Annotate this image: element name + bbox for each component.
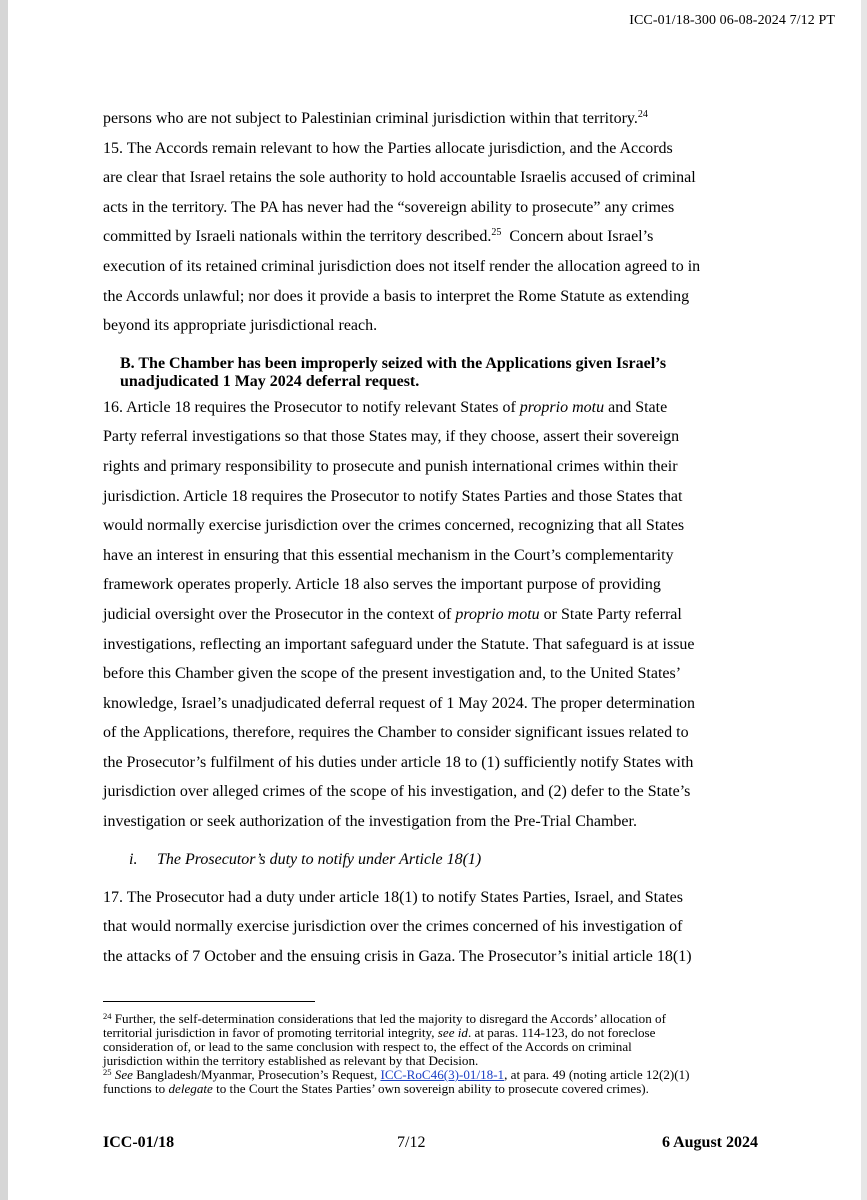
text-line: the Prosecutor’s fulfilment of his duties under article 18 to (1) sufficiently notify States with (103, 753, 694, 771)
subsection-heading-i: i. The Prosecutor’s duty to notify under Article 18(1) (129, 850, 482, 868)
footer-page-number: 7/12 (397, 1134, 426, 1151)
text-line: Party referral investigations so that those States may, if they choose, assert their sovereign (103, 428, 680, 446)
footnote-ref-25[interactable]: 25 (491, 227, 502, 239)
document-link[interactable]: ICC-RoC46(3)-01/18-1 (380, 1067, 505, 1082)
text-line: that would normally exercise jurisdiction over the crimes concerned of his investigation of (103, 918, 683, 936)
text-line: the Accords unlawful; nor does it provide a basis to interpret the Rome Statute as extending (103, 287, 690, 305)
text-line: of the Applications, therefore, requires the Chamber to consider significant issues related to (103, 724, 689, 742)
document-body (103, 104, 764, 971)
section-heading-b-continued: unadjudicated 1 May 2024 deferral request. (120, 372, 420, 390)
text-line: are clear that Israel retains the sole authority to hold accountable Israelis accused of criminal (103, 169, 696, 187)
footnotes (103, 1012, 767, 1096)
text-line: have an interest in ensuring that this essential mechanism in the Court’s complementarity (103, 546, 674, 564)
paragraph-continuation: persons who are not subject to Palestinian criminal jurisdiction within that territory.$^{24}$ (103, 109, 648, 127)
paragraph-17 (103, 883, 764, 972)
page-footer (103, 1134, 758, 1156)
footnote-24: $^{24}$ Further, the self-determination considerations that led the majority to disregard the Accords’ allocation of territorial jurisdiction in favor of promoting territorial integrity, see id. at paras. 114-123, do not foreclose consideration of, or lead to the same conclusion with respect to, the effect of the Accords on criminal jurisdiction within the territory established as relevant by that Decision. (103, 1011, 666, 1068)
text-line: execution of its retained criminal jurisdiction does not itself render the allocation agreed to in (103, 257, 701, 275)
text-line: committed by Israeli nationals within the territory described.$^{25}$ Concern about Israel’s (103, 227, 654, 246)
footnote-25: $^{25}$ See Bangladesh/Myanmar, Prosecution’s Request, ICC-RoC46(3)-01/18-1, at para. 49 (noting article 12(2)(1) functions to delegate to the Court the States Parties’ own sovereign ability to prosecute covered crimes). (103, 1067, 690, 1096)
footnote-ref-24[interactable]: 24 (637, 109, 648, 120)
footnote-separator (103, 1001, 315, 1002)
text-line: 15. The Accords remain relevant to how the Parties allocate jurisdiction, and the Accords (103, 139, 673, 157)
footer-case-number: ICC-01/18 (103, 1134, 175, 1151)
page-frame-right (861, 0, 867, 1200)
paragraph-15 (103, 134, 764, 341)
text-line: investigations, reflecting an important safeguard under the Statute. That safeguard is at issue (103, 635, 695, 653)
header-stamp: ICC-01/18-300 06-08-2024 7/12 PT (629, 13, 835, 28)
text-line: 17. The Prosecutor had a duty under article 18(1) to notify States Parties, Israel, and States (103, 888, 683, 906)
text-line: jurisdiction over alleged crimes of the scope of his investigation, and (2) defer to the State’s (103, 783, 691, 801)
text-line: knowledge, Israel’s unadjudicated deferral request of 1 May 2024. The proper determination (103, 694, 695, 712)
text-line: framework operates properly. Article 18 also serves the important purpose of providing (103, 576, 661, 594)
text-line: the attacks of 7 October and the ensuing crisis in Gaza. The Prosecutor’s initial article 18(1) (103, 947, 692, 965)
text-line: jurisdiction. Article 18 requires the Prosecutor to notify States Parties and those States that (103, 487, 683, 505)
paragraph-16 (103, 393, 764, 837)
footer-date: 6 August 2024 (661, 1134, 758, 1151)
text-line: before this Chamber given the scope of the present investigation and, to the United States’ (103, 665, 682, 683)
text-line: rights and primary responsibility to prosecute and punish international crimes within their (103, 457, 678, 475)
text-line: 16. Article 18 requires the Prosecutor to notify relevant States of proprio motu and State (103, 398, 668, 416)
page-frame-left (0, 0, 8, 1200)
section-heading-b: B. The Chamber has been improperly seized with the Applications given Israel’s (120, 354, 667, 372)
text-line: investigation or seek authorization of the investigation from the Pre-Trial Chamber. (103, 813, 637, 831)
text-line: beyond its appropriate jurisdictional reach. (103, 317, 378, 335)
text-line: acts in the territory. The PA has never had the “sovereign ability to prosecute” any crimes (103, 198, 675, 216)
text-line: judicial oversight over the Prosecutor in the context of proprio motu or State Party referral (103, 605, 682, 623)
text-line: would normally exercise jurisdiction over the crimes concerned, recognizing that all States (103, 517, 685, 535)
